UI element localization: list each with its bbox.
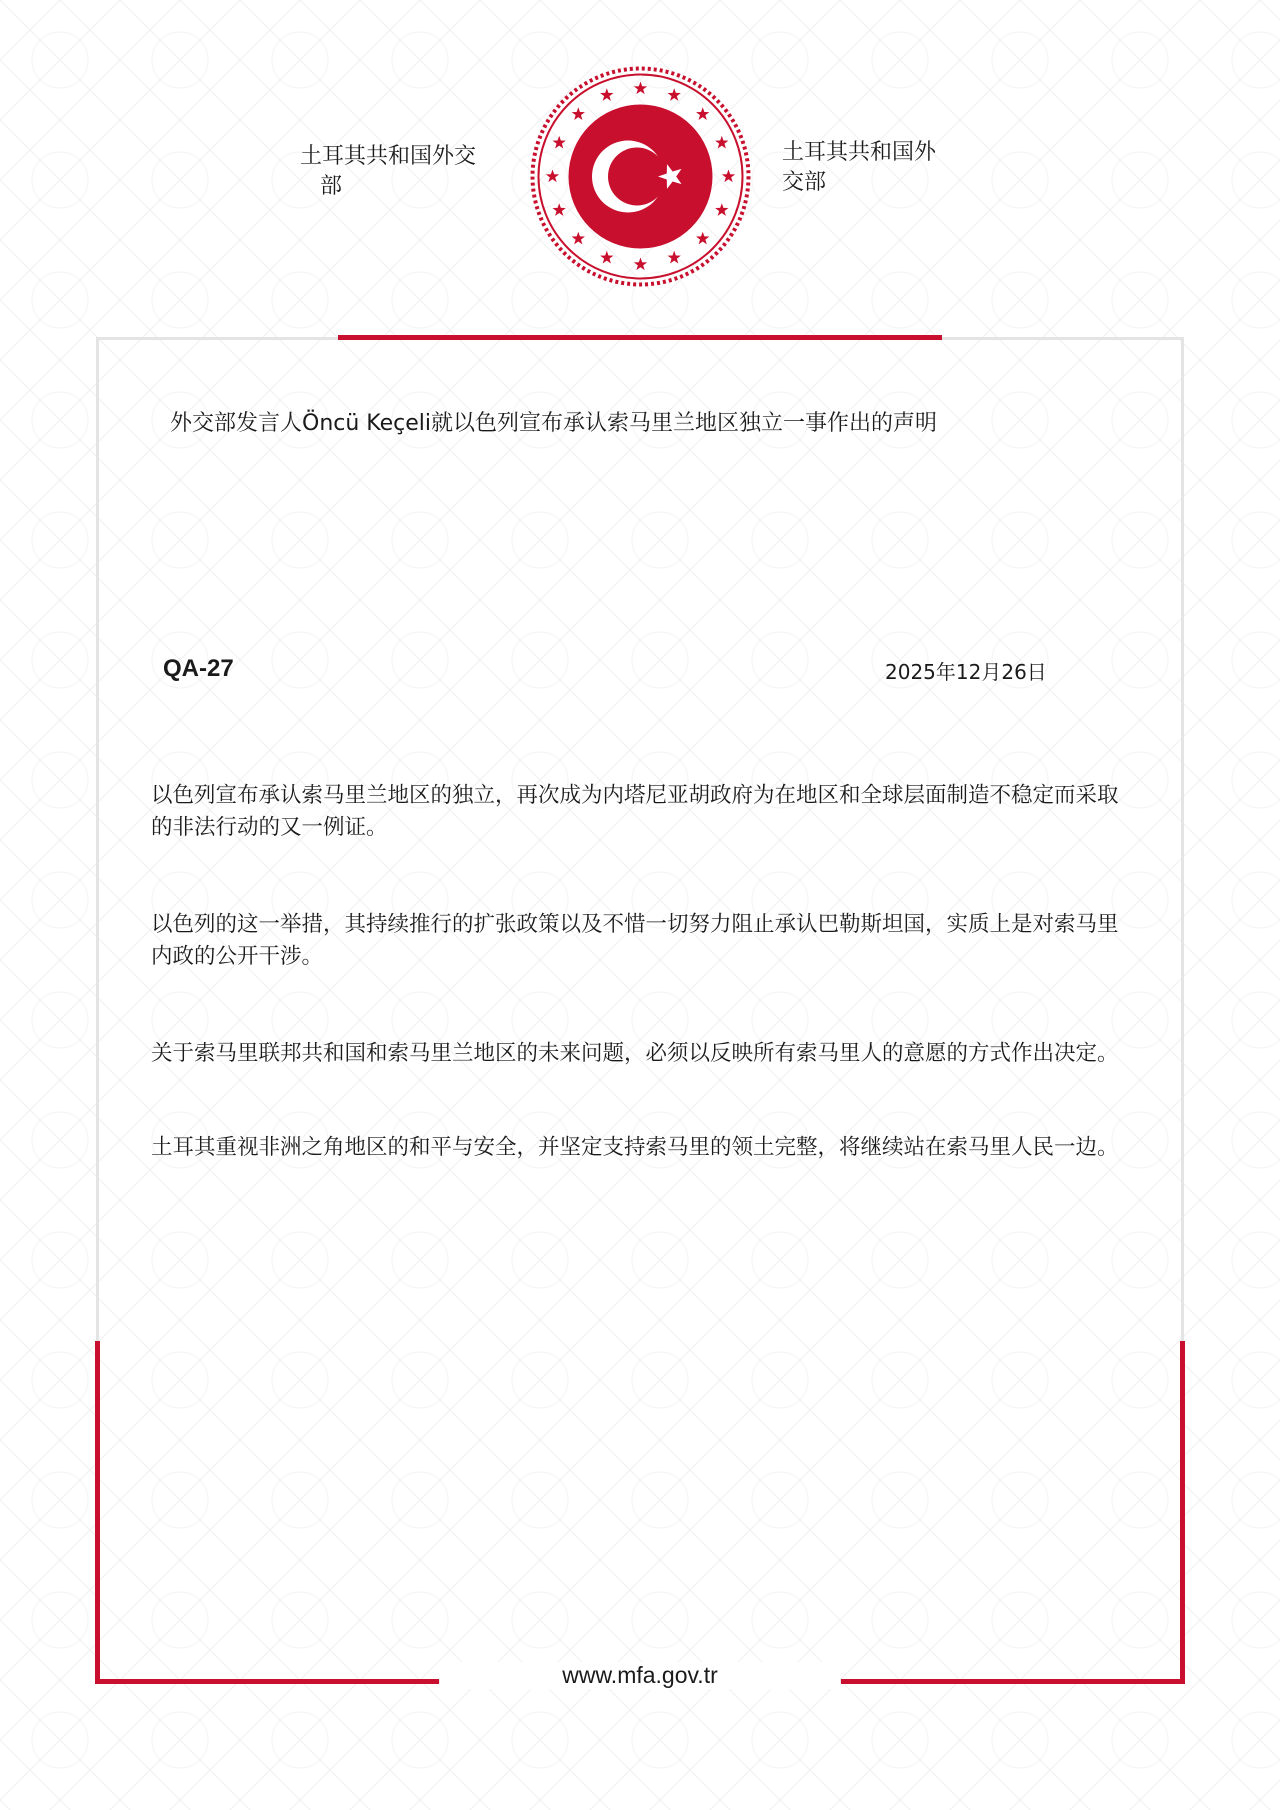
paragraph-2: 以色列的这一举措，其持续推行的扩张政策以及不惜一切努力阻止承认巴勒斯坦国，实质上是对索马里内政的公开干涉。 (151, 912, 1119, 969)
seal-star-icon (722, 170, 735, 183)
seal-star-icon (553, 136, 566, 149)
seal-star-icon (668, 88, 681, 101)
ministry-name-right-line2: 交部 (782, 170, 827, 195)
footer-website-link[interactable]: www.mfa.gov.tr (440, 1662, 840, 1689)
paragraph-4: 土耳其重视非洲之角地区的和平与安全，并坚定支持索马里的领土完整，将继续站在索马里人民一边。 (151, 1135, 1119, 1160)
right-corner-horizontal-bar (841, 1679, 1185, 1684)
ministry-name-left-line1: 土耳其共和国外交 (300, 144, 477, 169)
ministry-name-left (300, 142, 490, 202)
seal-star-icon (553, 203, 566, 216)
seal-star-icon (634, 258, 647, 271)
seal-star-icon (696, 232, 709, 245)
left-corner-horizontal-bar (95, 1679, 439, 1684)
seal-star-icon (600, 88, 613, 101)
seal-star-icon (668, 251, 681, 264)
right-corner-vertical-bar (1180, 1341, 1185, 1684)
ministry-name-left-line2: 部 (320, 174, 343, 199)
ministry-name-right (782, 138, 952, 198)
seal-star-icon (572, 232, 585, 245)
seal-star-icon (696, 107, 709, 120)
seal-star-icon (715, 203, 728, 216)
seal-star-icon (546, 170, 559, 183)
document-frame (96, 337, 1184, 1683)
seal-star-icon (572, 107, 585, 120)
turkish-crescent-star-seal-icon (529, 65, 752, 288)
seal-star-icon (634, 82, 647, 95)
top-accent-bar (338, 335, 942, 340)
statement-date: 2025年12月26日 (885, 660, 1047, 684)
seal-star-icon (715, 136, 728, 149)
ministry-name-right-line1: 土耳其共和国外 (782, 140, 937, 165)
paragraph-1: 以色列宣布承认索马里兰地区的独立，再次成为内塔尼亚胡政府为在地区和全球层面制造不稳定而采取的非法行动的又一例证。 (151, 783, 1119, 840)
paragraph-3: 关于索马里联邦共和国和索马里兰地区的未来问题，必须以反映所有索马里人的意愿的方式作出决定。 (151, 1041, 1119, 1066)
statement-title: 外交部发言人Öncü Keçeli就以色列宣布承认索马里兰地区独立一事作出的声明 (170, 411, 938, 436)
left-corner-vertical-bar (95, 1341, 100, 1684)
statement-number: QA-27 (163, 655, 234, 682)
seal-star-icon (600, 251, 613, 264)
